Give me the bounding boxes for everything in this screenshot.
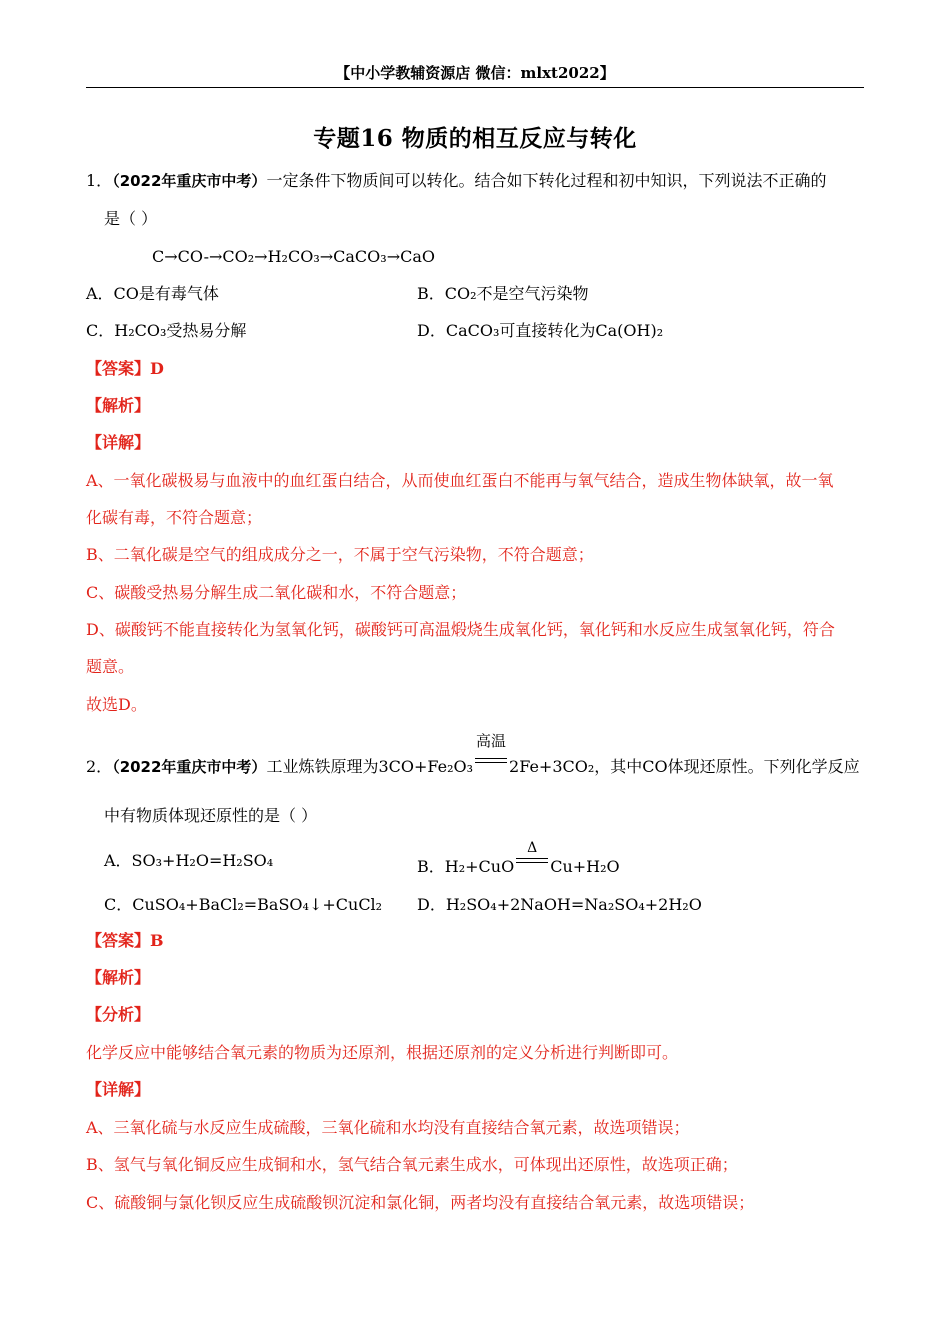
header-divider <box>86 87 864 88</box>
q2-jiexi-label: 【解析】 <box>86 968 151 987</box>
q2-fenxi-text: 化学反应中能够结合氧元素的物质为还原剂，根据还原剂的定义分析进行判断即可。 <box>86 1043 679 1062</box>
q1-option-a: A．CO是有毒气体 <box>86 284 219 303</box>
q1-explain-line: 题意。 <box>86 657 135 676</box>
q2-reaction-condition <box>474 732 508 772</box>
q1-source: （2022年重庆市中考） <box>112 172 267 190</box>
q2-fenxi-label: 【分析】 <box>86 1005 151 1024</box>
q1-explain-line: C、碳酸受热易分解生成二氧化碳和水，不符合题意； <box>86 583 467 602</box>
q2-explain-line: B、氢气与氧化铜反应生成铜和水，氢气结合氧元素生成水，可体现出还原性，故选项正确； <box>86 1155 738 1174</box>
q2-source: （2022年重庆市中考） <box>112 758 267 776</box>
q1-option-d: D．CaCO₃可直接转化为Ca(OH)₂ <box>417 321 664 340</box>
q2-explain-line: A、三氧化硫与水反应生成硫酸，三氧化硫和水均没有直接结合氧元素，故选项错误； <box>86 1118 690 1137</box>
double-equals-sign <box>475 758 507 763</box>
q2-number: 2． <box>86 757 113 776</box>
q2-option-d: D．H₂SO₄+2NaOH=Na₂SO₄+2H₂O <box>417 895 702 914</box>
q2-option-b-left: B．H₂+CuO <box>417 857 515 876</box>
q2-explain-line: C、硫酸铜与氯化钡反应生成硫酸钡沉淀和氯化铜，两者均没有直接结合氧元素，故选项错误； <box>86 1193 755 1212</box>
page-header: 【中小学教辅资源店 微信：mlxt2022】 <box>335 64 615 82</box>
q2-option-a: A．SO₃+H₂O=H₂SO₄ <box>104 851 274 870</box>
q1-answer: 【答案】D <box>86 359 164 378</box>
q2-condition-text: 高温 <box>476 732 507 750</box>
q1-jiexi-label: 【解析】 <box>86 396 151 415</box>
q2-stem-line <box>86 732 860 778</box>
q2-answer: 【答案】B <box>86 931 164 950</box>
q1-conclusion: 故选D。 <box>86 695 147 714</box>
q1-chain: C→CO-→CO₂→H₂CO₃→CaCO₃→CaO <box>152 247 435 266</box>
q2-stem-cont: 中有物质体现还原性的是（ ） <box>104 806 318 825</box>
q2-option-b-condition <box>515 840 549 872</box>
q1-option-b: B．CO₂不是空气污染物 <box>417 284 589 303</box>
q1-stem-cont: 是（ ） <box>104 209 158 228</box>
q2-option-c: C．CuSO₄+BaCl₂=BaSO₄↓+CuCl₂ <box>104 895 383 914</box>
q2-stem-a: 工业炼铁原理为3CO+Fe₂O₃ <box>266 757 474 776</box>
q1-explain-line: A、一氧化碳极易与血液中的血红蛋白结合，从而使血红蛋白不能再与氧气结合，造成生物体缺氧，故一氧 <box>86 471 834 490</box>
q2-option-b-right: Cu+H₂O <box>550 857 620 876</box>
q2-option-b <box>417 840 620 878</box>
page-title: 专题16 物质的相互反应与转化 <box>313 125 637 152</box>
q1-explain-line: D、碳酸钙不能直接转化为氢氧化钙，碳酸钙可高温煅烧生成氧化钙，氧化钙和水反应生成氢氧化钙，符合 <box>86 620 835 639</box>
delta-heat-symbol: Δ <box>527 840 538 856</box>
q1-explain-line: B、二氧化碳是空气的组成成分之一，不属于空气污染物，不符合题意； <box>86 545 594 564</box>
q2-stem-b: 2Fe+3CO₂，其中CO体现还原性。下列化学反应 <box>509 757 860 776</box>
double-equals-sign <box>516 858 548 863</box>
q1-number: 1． <box>86 171 113 190</box>
q1-xiangjie-label: 【详解】 <box>86 433 151 452</box>
q2-xiangjie-label: 【详解】 <box>86 1080 151 1099</box>
q1-explain-line: 化碳有毒，不符合题意； <box>86 508 263 527</box>
q1-option-c: C．H₂CO₃受热易分解 <box>86 321 247 340</box>
q1-stem: 一定条件下物质间可以转化。结合如下转化过程和初中知识，下列说法不正确的 <box>266 171 827 190</box>
q1-stem-line <box>86 170 826 192</box>
